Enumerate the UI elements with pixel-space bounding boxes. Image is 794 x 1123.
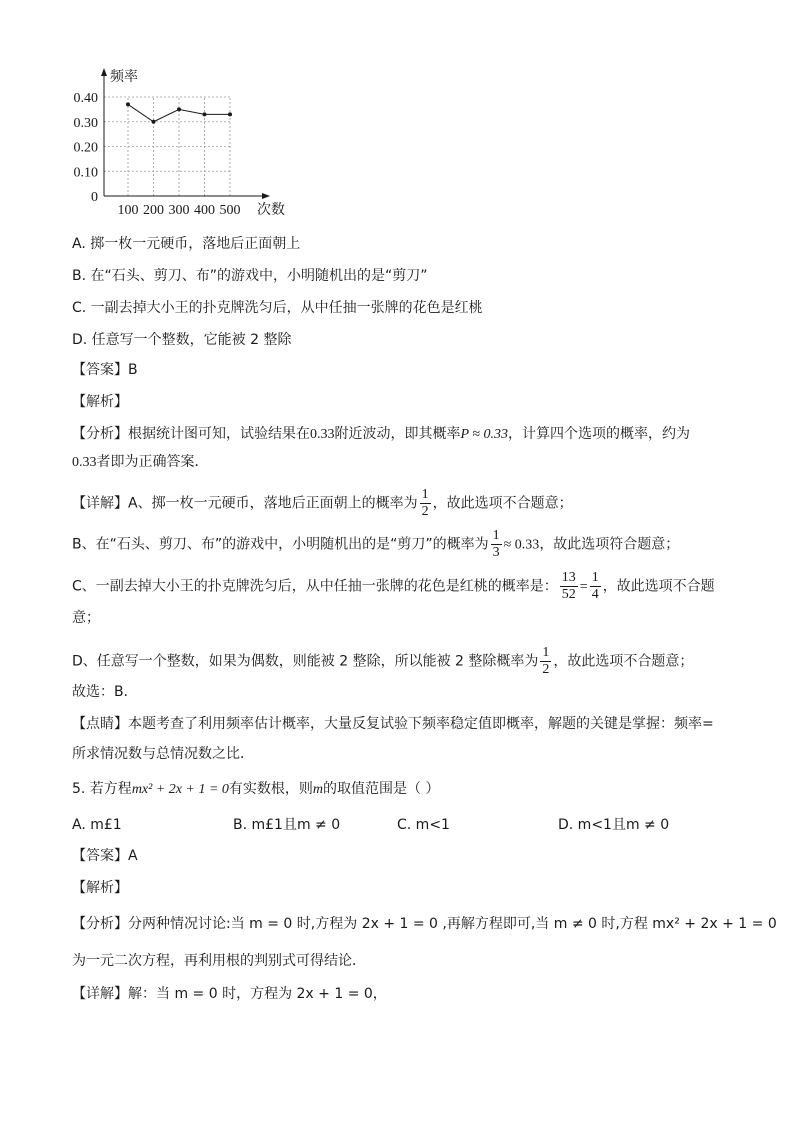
- detail-text: ，故此选项不合题: [602, 578, 715, 595]
- q4-detail-d: [72, 645, 693, 678]
- dianjing-text: 本题考查了利用频率估计概率，大量反复试验下频率稳定值即概率，解题的关键是掌握：频率=: [128, 716, 714, 732]
- fraction-one-quarter: $\frac{1}{4}$: [591, 570, 599, 602]
- detail-text: ，故此选项不合题意；: [553, 653, 694, 670]
- x-tick-label: 500: [219, 203, 241, 216]
- x-tick-label: 100: [117, 203, 139, 216]
- detail-value: ≈ 0.33: [503, 537, 540, 553]
- q4-answer: [72, 360, 138, 380]
- detail-text: A、掷一枚一元硬币，落地后正面朝上的概率为: [128, 495, 418, 512]
- q5-fenxi-line2: 为一元二次方程，再利用根的判别式可得结论．: [72, 953, 366, 969]
- y-tick-label: 0.10: [73, 165, 98, 181]
- q4-fenxi-line1: [72, 424, 690, 445]
- frequency-line-chart: [60, 64, 300, 216]
- answer-tag: 【答案】: [72, 848, 128, 864]
- fenxi-text: 分两种情况讨论:当 m = 0 时,方程为 2x + 1 = 0 ,再解方程即可,当 m ≠ 0 时,方程 mx² + 2x + 1 = 0: [128, 916, 777, 932]
- q5-stem: [72, 779, 439, 800]
- stem-text: 的取值范围是（ ）: [323, 781, 440, 797]
- q5-fenxi-line1: [72, 914, 777, 934]
- detail-text: ，故此选项符合题意；: [539, 536, 680, 553]
- y-axis-arrow: [101, 68, 107, 76]
- fenxi-value: 0.33: [72, 455, 97, 470]
- x-tick-label: 300: [168, 203, 190, 216]
- y-tick-label: 0.40: [73, 91, 98, 106]
- q4-detail-c2: 意；: [72, 610, 100, 626]
- data-point: [203, 112, 207, 116]
- q5-option-a: A. m£1: [72, 817, 122, 833]
- y-axis-label: 频率: [110, 69, 138, 85]
- q4-dianjing-line1: [72, 714, 714, 734]
- answer-value: B: [128, 362, 138, 378]
- q4-detail-b: [72, 528, 679, 561]
- answer-value: A: [128, 848, 138, 864]
- detail-text: D、任意写一个整数，如果为偶数，则能被 2 整除，所以能被 2 整除概率为: [72, 653, 539, 670]
- y-tick-label: 0.30: [73, 115, 98, 131]
- fenxi-value: 0.33: [310, 427, 335, 442]
- y-tick-label: 0: [91, 190, 98, 205]
- q4-option-b: B. 在“石头、剪刀、布”的游戏中，小明随机出的是“剪刀”: [72, 268, 428, 284]
- y-tick-label: 0.20: [73, 140, 98, 156]
- data-point: [228, 112, 232, 116]
- fraction-one-half: $\frac{1}{2}$: [421, 487, 429, 519]
- detail-text: B、在“石头、剪刀、布”的游戏中，小明随机出的是“剪刀”的概率为: [72, 536, 489, 553]
- q5-analysis-tag: 【解析】: [72, 880, 128, 896]
- q4-detail-a: [72, 487, 573, 520]
- stem-text: 有实数根，则: [228, 781, 313, 797]
- x-tick-label: 200: [143, 203, 164, 216]
- q4-option-a: A. 掷一枚一元硬币，落地后正面朝上: [72, 236, 301, 252]
- x-tick-label: 400: [194, 203, 215, 216]
- xiangjie-tag: 【详解】: [72, 986, 128, 1002]
- data-point: [177, 107, 181, 111]
- q4-dianjing-line2: 所求情况数与总情况数之比．: [72, 746, 254, 762]
- stem-equation: mx² + 2x + 1 = 0: [131, 782, 229, 797]
- q5-option-c: C. m<1: [397, 817, 450, 833]
- fenxi-text: ，计算四个选项的概率，约为: [507, 426, 690, 442]
- fraction-13-52: $\frac{13}{52}$: [561, 570, 576, 602]
- fraction-one-half: $\frac{1}{2}$: [542, 645, 550, 677]
- q4-fenxi-line2: [72, 452, 209, 473]
- answer-tag: 【答案】: [72, 362, 128, 378]
- q5-option-b: B. m£1且m ≠ 0: [233, 817, 341, 833]
- dianjing-tag: 【点睛】: [72, 716, 128, 732]
- fenxi-text: 附近波动，即其概率: [334, 426, 461, 442]
- q4-option-d: D. 任意写一个整数，它能被 2 整除: [72, 332, 292, 348]
- q5-option-d: D. m<1且m ≠ 0: [558, 817, 670, 833]
- stem-variable: m: [312, 782, 324, 797]
- q4-option-c: C. 一副去掉大小王的扑克牌洗匀后，从中任抽一张牌的花色是红桃: [72, 300, 483, 316]
- q4-choose: 故选：B．: [72, 684, 138, 700]
- detail-text: 解：当 m = 0 时，方程为 2x + 1 = 0，: [128, 986, 387, 1002]
- data-point: [126, 102, 130, 106]
- q5-detail: [72, 984, 387, 1004]
- data-point: [152, 120, 156, 124]
- detail-text: C、一副去掉大小王的扑克牌洗匀后，从中任抽一张牌的花色是红桃的概率是：: [72, 578, 558, 595]
- fenxi-text: 者即为正确答案．: [96, 454, 209, 470]
- q5-answer: [72, 846, 138, 866]
- fenxi-tag: 【分析】: [72, 916, 128, 932]
- x-axis-label: 次数: [257, 202, 285, 216]
- q4-detail-c: C、一副去掉大小王的扑克牌洗匀后，从中任抽一张牌的花色是红桃的概率是： $\frac{13}{52}$ = $\frac{1}{4}$ ，故此选项不合题: [72, 570, 715, 602]
- x-axis-arrow: [262, 193, 270, 199]
- fenxi-formula: P ≈ 0.33: [460, 427, 508, 442]
- detail-text: ，故此选项不合题意；: [432, 495, 573, 512]
- stem-text: 5. 若方程: [72, 781, 132, 797]
- q4-analysis-tag: 【解析】: [72, 394, 128, 410]
- fenxi-tag: 【分析】: [72, 426, 128, 442]
- xiangjie-tag: 【详解】: [72, 495, 128, 512]
- fenxi-text: 根据统计图可知，试验结果在: [128, 426, 310, 442]
- fraction-one-third: $\frac{1}{3}$: [492, 528, 500, 560]
